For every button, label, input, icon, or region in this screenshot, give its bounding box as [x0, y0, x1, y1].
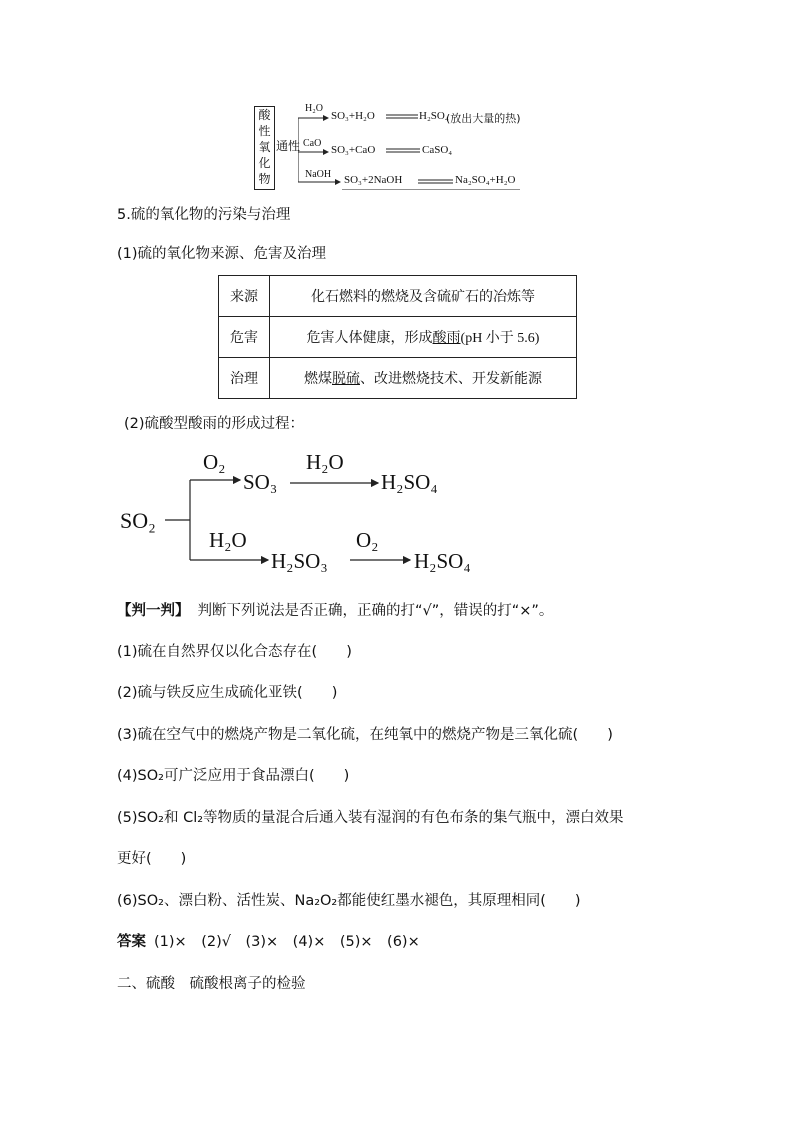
acid-rain-start: SO₂	[120, 508, 156, 533]
judge-item-3: (3)硫在空气中的燃烧产物是二氧化硫，在纯氧中的燃烧产物是三氧化硫( )	[117, 727, 613, 743]
judge-tag: 【判一判】	[117, 603, 190, 619]
answer-label: 答案	[117, 934, 146, 950]
branch-eq-1-right: H₂SO₄	[419, 110, 449, 122]
branch-reagent-1: H₂O	[305, 103, 323, 114]
table-key: 治理	[219, 358, 270, 399]
table-row	[219, 358, 577, 399]
judge-instruction: 【判一判】 判断下列说法是否正确，正确的打“√”，错误的打“×”。	[117, 603, 554, 619]
upper-reagent-1: O₂	[203, 450, 226, 474]
table-key: 危害	[219, 317, 270, 358]
branch-reagent-3: NaOH	[305, 169, 332, 180]
table-value: 化石燃料的燃烧及含硫矿石的冶炼等	[270, 276, 577, 317]
upper-product-1: SO₃	[243, 470, 278, 494]
oxide-box: 酸 性 氧 化 物	[254, 106, 275, 190]
judge-item-4: (4)SO₂可广泛应用于食品漂白( )	[117, 768, 350, 784]
lower-product-1: H₂SO₃	[271, 549, 328, 573]
branch-eq-3-left: SO₃+2NaOH	[344, 174, 403, 186]
oxide-property-label: 通性	[276, 139, 301, 153]
judge-item-1: (1)硫在自然界仅以化合态存在( )	[117, 644, 352, 660]
judge-item-5: (5)SO₂和 Cl₂等物质的量混合后通入装有湿润的有色布条的集气瓶中，漂白效果	[117, 810, 624, 826]
table-row	[219, 317, 577, 358]
branch-eq-1-note: (放出大量的热)	[446, 112, 521, 125]
answer-values: (1)× (2)√ (3)× (4)× (5)× (6)×	[154, 934, 420, 950]
answer-line	[117, 932, 420, 952]
lower-product-2: H₂SO₄	[414, 549, 471, 573]
lower-reagent-1: H₂O	[209, 528, 247, 552]
judge-item-6: (6)SO₂、漂白粉、活性炭、Na₂O₂都能使红墨水褪色，其原理相同( )	[117, 893, 581, 909]
table-row	[219, 276, 577, 317]
subsection-2-title: (2)硫酸型酸雨的形成过程：	[124, 416, 305, 432]
table-value: 危害人体健康，形成酸雨(pH 小于 5.6)	[270, 317, 577, 358]
table-value: 燃煤脱硫、改进燃烧技术、开发新能源	[270, 358, 577, 399]
subsection-1-title: (1)硫的氧化物来源、危害及治理	[117, 246, 327, 262]
lower-reagent-2: O₂	[356, 528, 379, 552]
upper-product-2: H₂SO₄	[381, 470, 438, 494]
branch-eq-3-right: Na₂SO₄+H₂O	[455, 174, 516, 186]
branch-eq-1-left: SO₃+H₂O	[331, 110, 375, 122]
upper-reagent-2: H₂O	[306, 450, 344, 474]
branch-eq-2-right: CaSO₄	[422, 144, 453, 156]
table-key: 来源	[219, 276, 270, 317]
judge-item-5-cont: 更好( )	[117, 851, 187, 867]
pollution-table	[218, 275, 577, 399]
branch-eq-2-left: SO₃+CaO	[331, 144, 376, 156]
branch-reagent-2: CaO	[303, 138, 322, 149]
judge-item-2: (2)硫与铁反应生成硫化亚铁( )	[117, 685, 338, 701]
next-section-heading: 二、硫酸 硫酸根离子的检验	[117, 976, 306, 992]
section-heading: 5.硫的氧化物的污染与治理	[117, 207, 291, 223]
